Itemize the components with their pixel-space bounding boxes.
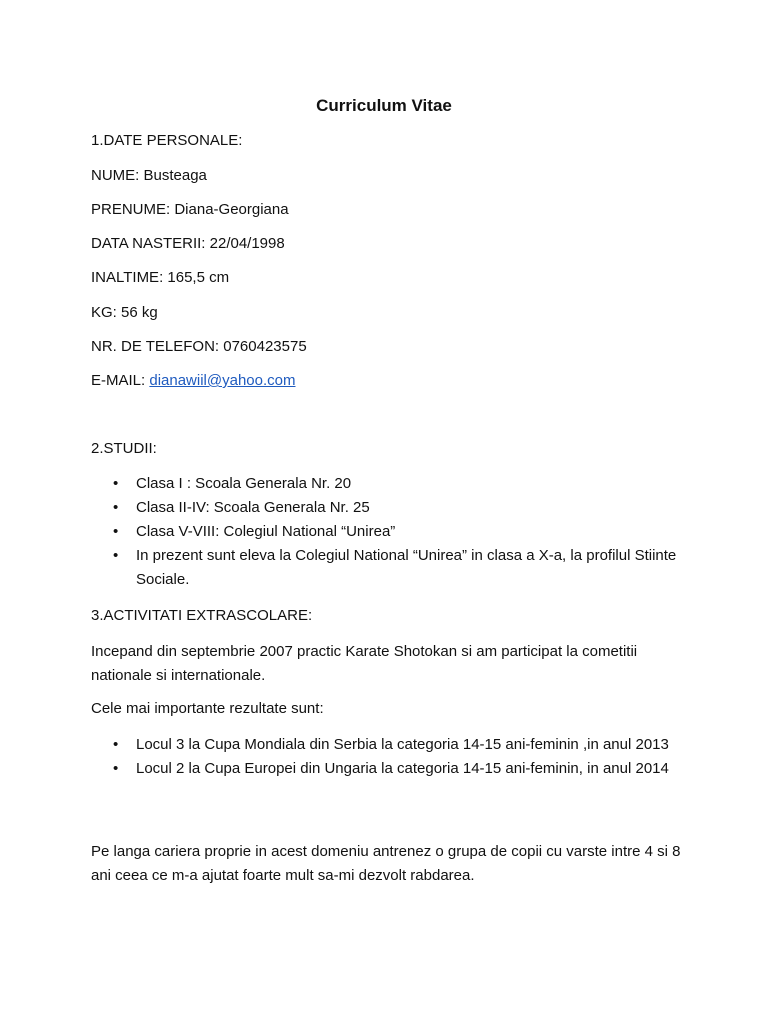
field-prenume: PRENUME: Diana-Georgiana xyxy=(91,201,289,218)
bullet-icon: • xyxy=(113,736,119,753)
bullet-icon: • xyxy=(113,760,119,777)
email-link[interactable]: dianawiil@yahoo.com xyxy=(149,372,296,389)
studii-heading: 2.STUDII: xyxy=(91,440,157,457)
rezultate-heading: Cele mai importante rezultate sunt: xyxy=(91,700,324,717)
list-item: • Clasa II-IV: Scoala Generala Nr. 25 xyxy=(91,496,681,520)
bullet-icon: • xyxy=(113,499,119,516)
field-email xyxy=(91,371,296,391)
list-item: • Clasa V-VIII: Colegiul National “Unirea” xyxy=(91,520,681,544)
email-label: E-MAIL: xyxy=(91,372,150,389)
rezultate-list xyxy=(91,733,681,781)
field-nume: NUME: Busteaga xyxy=(91,167,207,184)
bullet-icon: • xyxy=(113,475,119,492)
personal-heading: 1.DATE PERSONALE: xyxy=(91,132,243,149)
studii-list xyxy=(91,472,681,592)
bullet-icon: • xyxy=(113,523,119,540)
field-telefon: NR. DE TELEFON: 0760423575 xyxy=(91,338,307,355)
bullet-icon: • xyxy=(113,547,119,564)
field-inaltime: INALTIME: 165,5 cm xyxy=(91,269,230,286)
activitati-intro: Incepand din septembrie 2007 practic Karate Shotokan si am participat la cometitii nationale si internationale. xyxy=(91,643,638,684)
activitati-heading: 3.ACTIVITATI EXTRASCOLARE: xyxy=(91,607,313,624)
field-kg: KG: 56 kg xyxy=(91,304,158,321)
list-item: • In prezent sunt eleva la Colegiul National “Unirea” in clasa a X-a, la profilul Stiinte Sociale. xyxy=(91,544,681,592)
activitati-closing: Pe langa cariera proprie in acest domeniu antrenez o grupa de copii cu varste intre 4 si 8 ani ceea ce m-a ajutat foarte mult sa-mi dezvolt rabdarea. xyxy=(91,843,681,884)
list-item: • Locul 3 la Cupa Mondiala din Serbia la categoria 14-15 ani-feminin ,in anul 2013 xyxy=(91,733,681,757)
list-item: • Clasa I : Scoala Generala Nr. 20 xyxy=(91,472,681,496)
field-data-nasterii: DATA NASTERII: 22/04/1998 xyxy=(91,235,285,252)
document-title: Curriculum Vitae xyxy=(316,96,452,115)
list-item: • Locul 2 la Cupa Europei din Ungaria la categoria 14-15 ani-feminin, in anul 2014 xyxy=(91,757,681,781)
